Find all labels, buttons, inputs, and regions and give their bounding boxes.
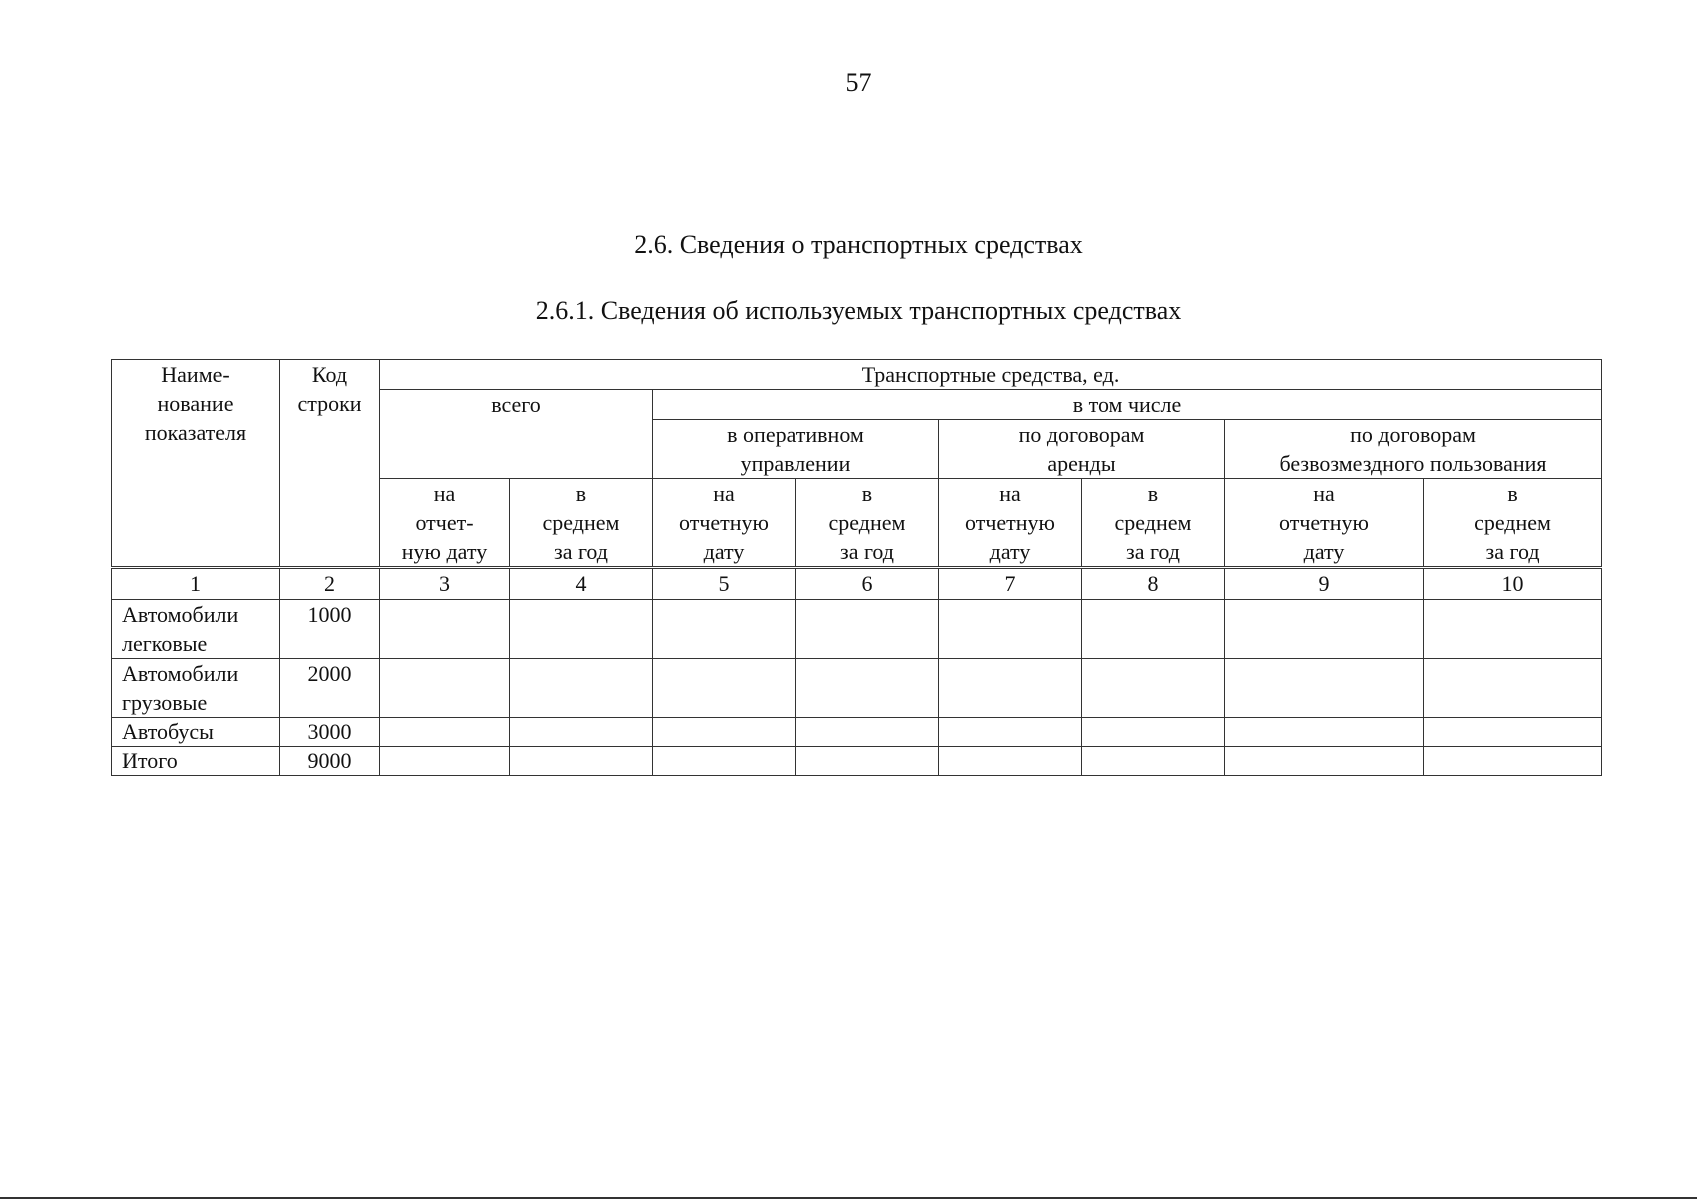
header-line: на <box>999 481 1021 506</box>
header-line: ную дату <box>401 539 488 564</box>
header-line: среднем <box>1474 510 1551 535</box>
header-line: за год <box>554 539 608 564</box>
data-cell <box>510 747 653 776</box>
data-cell <box>510 659 653 718</box>
data-cell <box>1424 718 1602 747</box>
column-number: 6 <box>796 568 939 600</box>
header-including: в том числе <box>653 390 1602 420</box>
header-line: на <box>1313 481 1335 506</box>
row-code: 3000 <box>280 718 380 747</box>
column-number: 1 <box>112 568 280 600</box>
data-cell <box>796 718 939 747</box>
header-line: отчетную <box>965 510 1055 535</box>
header-line: среднем <box>542 510 620 535</box>
header-line: отчет- <box>415 510 474 535</box>
row-name-line: Автомобили <box>122 602 239 627</box>
column-number-row <box>112 568 1602 600</box>
row-name <box>112 600 280 659</box>
header-line: в оперативном <box>727 422 864 447</box>
header-free-use-annual-average <box>1424 479 1602 568</box>
row-code: 1000 <box>280 600 380 659</box>
header-line: за год <box>840 539 894 564</box>
table-row <box>112 747 1602 776</box>
data-cell <box>1082 718 1225 747</box>
row-name-line: Автомобили <box>122 661 239 686</box>
header-line: аренды <box>1047 451 1116 476</box>
data-cell <box>1225 718 1424 747</box>
header-line: Наиме- <box>161 362 230 387</box>
header-free-use <box>1225 420 1602 479</box>
header-lease-annual-average <box>1082 479 1225 568</box>
data-cell <box>796 600 939 659</box>
header-line: за год <box>1485 539 1540 564</box>
data-cell <box>380 600 510 659</box>
header-operational-management <box>653 420 939 479</box>
header-row-code <box>280 360 380 568</box>
row-name <box>112 718 280 747</box>
header-line: на <box>433 481 456 506</box>
row-code: 9000 <box>280 747 380 776</box>
row-name <box>112 747 280 776</box>
column-number: 7 <box>939 568 1082 600</box>
table-row <box>112 718 1602 747</box>
header-line: отчетную <box>679 510 769 535</box>
header-line: по договорам <box>1350 422 1476 447</box>
data-cell <box>1082 659 1225 718</box>
row-code: 2000 <box>280 659 380 718</box>
row-name <box>112 659 280 718</box>
subsection-title: 2.6.1. Сведения об используемых транспортных средствах <box>535 296 1182 325</box>
header-line: безвозмездного пользования <box>1279 451 1547 476</box>
header-line: показателя <box>144 420 247 445</box>
data-cell <box>796 747 939 776</box>
data-cell <box>510 600 653 659</box>
header-free-use-report-date <box>1225 479 1424 568</box>
header-line: на <box>713 481 735 506</box>
header-indicator-name <box>112 360 280 568</box>
data-cell <box>380 747 510 776</box>
column-number: 8 <box>1082 568 1225 600</box>
header-oper-annual-average <box>796 479 939 568</box>
column-number: 9 <box>1225 568 1424 600</box>
header-line: дату <box>989 539 1031 564</box>
header-line: по договорам <box>1018 422 1145 447</box>
data-cell <box>1082 600 1225 659</box>
data-cell <box>1225 600 1424 659</box>
data-cell <box>380 659 510 718</box>
row-name-line: грузовые <box>122 690 208 715</box>
header-line: нование <box>157 391 234 416</box>
data-cell <box>653 600 796 659</box>
data-cell <box>939 747 1082 776</box>
transport-table <box>111 359 1602 776</box>
header-line: в <box>575 481 587 506</box>
column-number: 5 <box>653 568 796 600</box>
data-cell <box>653 659 796 718</box>
row-name-line: Автобусы <box>122 719 214 744</box>
table-row <box>112 600 1602 659</box>
header-line: в <box>1147 481 1159 506</box>
header-total-report-date <box>380 479 510 568</box>
header-transport-units: Транспортные средства, ед. <box>380 360 1602 390</box>
data-cell <box>510 718 653 747</box>
header-line: дату <box>1303 539 1345 564</box>
header-line: в <box>861 481 873 506</box>
header-line: Код <box>311 362 348 387</box>
header-line: в <box>1507 481 1518 506</box>
column-number: 4 <box>510 568 653 600</box>
data-cell <box>1424 600 1602 659</box>
row-name-line: легковые <box>122 631 208 656</box>
data-cell <box>1424 659 1602 718</box>
header-line: за год <box>1126 539 1180 564</box>
data-cell <box>939 600 1082 659</box>
data-cell <box>939 718 1082 747</box>
header-lease <box>939 420 1225 479</box>
data-cell <box>1082 747 1225 776</box>
section-title: 2.6. Сведения о транспортных средствах <box>634 230 1083 259</box>
table-row <box>112 659 1602 718</box>
header-line: среднем <box>828 510 906 535</box>
data-cell <box>1225 747 1424 776</box>
data-cell <box>653 747 796 776</box>
header-lease-report-date <box>939 479 1082 568</box>
data-cell <box>1424 747 1602 776</box>
header-line: управлении <box>740 451 851 476</box>
data-cell <box>796 659 939 718</box>
column-number: 2 <box>280 568 380 600</box>
bottom-rule <box>0 1197 1697 1199</box>
header-line: строки <box>297 391 362 416</box>
page-number: 57 <box>845 68 872 97</box>
data-cell <box>939 659 1082 718</box>
row-name-line: Итого <box>122 748 178 773</box>
column-number: 10 <box>1424 568 1602 600</box>
header-oper-report-date <box>653 479 796 568</box>
data-cell <box>1225 659 1424 718</box>
header-line: среднем <box>1114 510 1192 535</box>
header-line: дату <box>703 539 745 564</box>
header-total: всего <box>380 390 653 479</box>
data-cell <box>653 718 796 747</box>
header-line: отчетную <box>1279 510 1369 535</box>
data-cell <box>380 718 510 747</box>
header-total-annual-average <box>510 479 653 568</box>
column-number: 3 <box>380 568 510 600</box>
